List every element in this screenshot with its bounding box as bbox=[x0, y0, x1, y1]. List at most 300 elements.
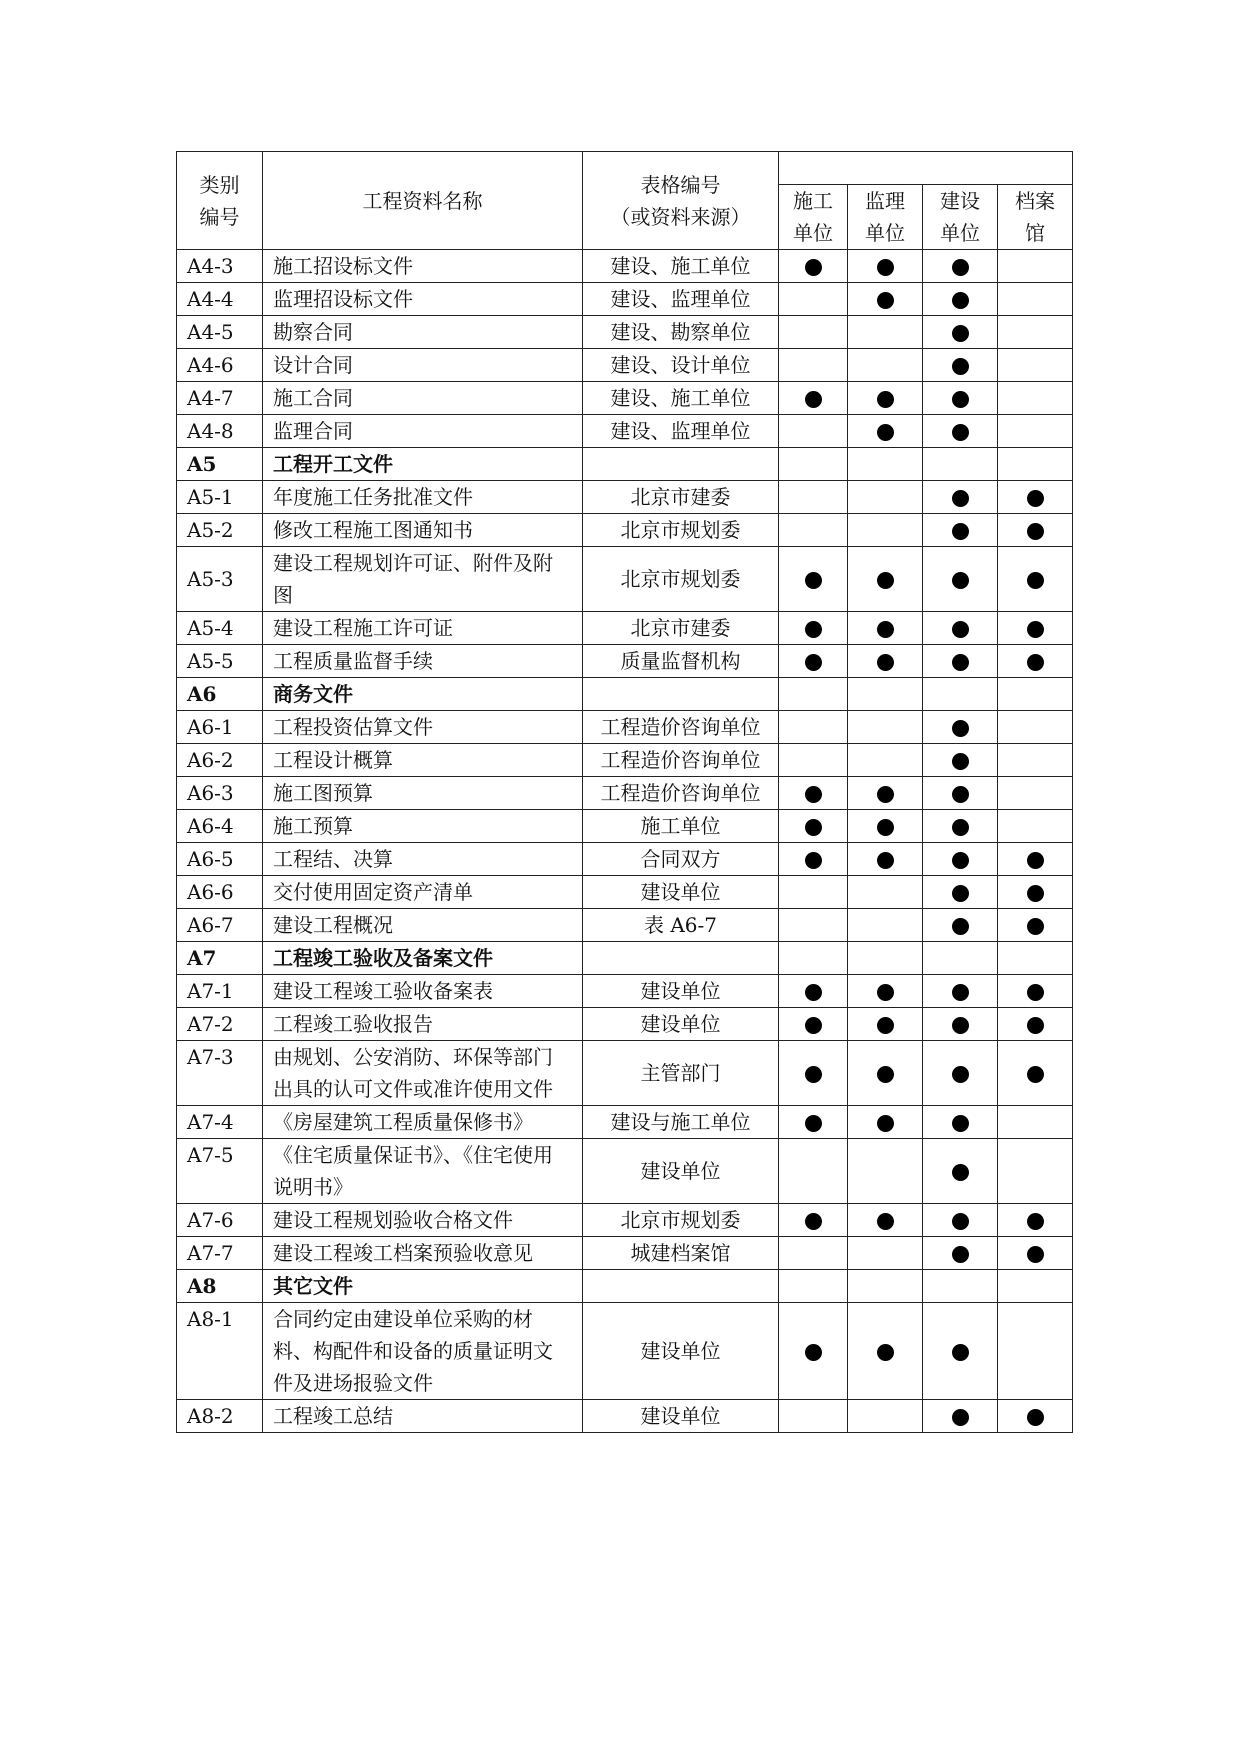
mark-archive bbox=[998, 645, 1073, 678]
mark-supervision bbox=[848, 514, 923, 547]
empty-cell bbox=[848, 1270, 923, 1303]
table-row bbox=[177, 547, 1073, 612]
filled-dot-icon bbox=[952, 490, 969, 507]
mark-archive bbox=[998, 909, 1073, 942]
mark-archive bbox=[998, 316, 1073, 349]
mark-owner bbox=[923, 777, 998, 810]
filled-dot-icon bbox=[877, 1344, 894, 1361]
table-row bbox=[177, 1204, 1073, 1237]
mark-owner bbox=[923, 415, 998, 448]
empty-cell bbox=[779, 1270, 848, 1303]
table-body bbox=[177, 152, 1073, 1433]
mark-supervision bbox=[848, 349, 923, 382]
empty-cell bbox=[583, 942, 779, 975]
mark-supervision bbox=[848, 975, 923, 1008]
table-row bbox=[177, 283, 1073, 316]
filled-dot-icon bbox=[877, 852, 894, 869]
row-source: 建设单位 bbox=[583, 876, 779, 909]
filled-dot-icon bbox=[952, 1344, 969, 1361]
row-code: A7-7 bbox=[177, 1237, 263, 1270]
section-title: 工程竣工验收及备案文件 bbox=[263, 942, 583, 975]
row-code: A4-4 bbox=[177, 283, 263, 316]
empty-cell bbox=[998, 942, 1073, 975]
table-row bbox=[177, 316, 1073, 349]
mark-owner bbox=[923, 547, 998, 612]
row-name: 施工合同 bbox=[263, 382, 583, 415]
filled-dot-icon bbox=[1027, 1066, 1044, 1083]
mark-owner bbox=[923, 1204, 998, 1237]
mark-owner bbox=[923, 316, 998, 349]
section-code: A5 bbox=[177, 448, 263, 481]
row-code: A6-1 bbox=[177, 711, 263, 744]
filled-dot-icon bbox=[1027, 885, 1044, 902]
row-source: 质量监督机构 bbox=[583, 645, 779, 678]
header-row-top bbox=[177, 152, 1073, 185]
mark-archive bbox=[998, 777, 1073, 810]
filled-dot-icon bbox=[805, 572, 822, 589]
row-name: 《住宅质量保证书》、《住宅使用说明书》 bbox=[263, 1139, 583, 1204]
section-row bbox=[177, 942, 1073, 975]
filled-dot-icon bbox=[952, 1017, 969, 1034]
mark-construction bbox=[779, 909, 848, 942]
row-name: 合同约定由建设单位采购的材料、构配件和设备的质量证明文件及进场报验文件 bbox=[263, 1303, 583, 1400]
mark-owner bbox=[923, 843, 998, 876]
mark-construction bbox=[779, 810, 848, 843]
filled-dot-icon bbox=[877, 1213, 894, 1230]
filled-dot-icon bbox=[1027, 523, 1044, 540]
filled-dot-icon bbox=[952, 1213, 969, 1230]
mark-supervision bbox=[848, 481, 923, 514]
row-name: 建设工程规划许可证、附件及附图 bbox=[263, 547, 583, 612]
filled-dot-icon bbox=[1027, 1213, 1044, 1230]
row-code: A4-5 bbox=[177, 316, 263, 349]
filled-dot-icon bbox=[877, 391, 894, 408]
mark-owner bbox=[923, 382, 998, 415]
mark-supervision bbox=[848, 1106, 923, 1139]
filled-dot-icon bbox=[805, 259, 822, 276]
filled-dot-icon bbox=[952, 984, 969, 1001]
filled-dot-icon bbox=[952, 292, 969, 309]
row-code: A6-5 bbox=[177, 843, 263, 876]
mark-archive bbox=[998, 250, 1073, 283]
table-row bbox=[177, 1139, 1073, 1204]
empty-cell bbox=[583, 448, 779, 481]
mark-construction bbox=[779, 645, 848, 678]
filled-dot-icon bbox=[952, 753, 969, 770]
mark-supervision bbox=[848, 1008, 923, 1041]
mark-supervision bbox=[848, 876, 923, 909]
section-title: 工程开工文件 bbox=[263, 448, 583, 481]
mark-construction bbox=[779, 1303, 848, 1400]
mark-archive bbox=[998, 1204, 1073, 1237]
row-source: 建设、监理单位 bbox=[583, 283, 779, 316]
mark-construction bbox=[779, 975, 848, 1008]
filled-dot-icon bbox=[805, 1017, 822, 1034]
mark-supervision bbox=[848, 1237, 923, 1270]
mark-construction bbox=[779, 1204, 848, 1237]
mark-supervision bbox=[848, 1139, 923, 1204]
filled-dot-icon bbox=[1027, 572, 1044, 589]
filled-dot-icon bbox=[952, 259, 969, 276]
mark-archive bbox=[998, 547, 1073, 612]
empty-cell bbox=[779, 678, 848, 711]
section-code: A7 bbox=[177, 942, 263, 975]
table-row bbox=[177, 1008, 1073, 1041]
mark-construction bbox=[779, 1237, 848, 1270]
mark-construction bbox=[779, 547, 848, 612]
mark-archive bbox=[998, 1237, 1073, 1270]
filled-dot-icon bbox=[1027, 1017, 1044, 1034]
row-source: 建设、勘察单位 bbox=[583, 316, 779, 349]
mark-owner bbox=[923, 250, 998, 283]
mark-owner bbox=[923, 1041, 998, 1106]
mark-construction bbox=[779, 349, 848, 382]
row-code: A7-6 bbox=[177, 1204, 263, 1237]
mark-owner bbox=[923, 711, 998, 744]
table-row bbox=[177, 777, 1073, 810]
mark-archive bbox=[998, 810, 1073, 843]
row-source: 北京市建委 bbox=[583, 612, 779, 645]
filled-dot-icon bbox=[952, 786, 969, 803]
table-row bbox=[177, 415, 1073, 448]
mark-owner bbox=[923, 1008, 998, 1041]
section-title: 商务文件 bbox=[263, 678, 583, 711]
row-name: 监理招设标文件 bbox=[263, 283, 583, 316]
filled-dot-icon bbox=[952, 852, 969, 869]
mark-supervision bbox=[848, 1303, 923, 1400]
filled-dot-icon bbox=[877, 819, 894, 836]
row-name: 建设工程竣工验收备案表 bbox=[263, 975, 583, 1008]
filled-dot-icon bbox=[805, 984, 822, 1001]
row-name: 由规划、公安消防、环保等部门出具的认可文件或准许使用文件 bbox=[263, 1041, 583, 1106]
mark-construction bbox=[779, 1008, 848, 1041]
mark-archive bbox=[998, 843, 1073, 876]
filled-dot-icon bbox=[805, 1115, 822, 1132]
row-name: 工程投资估算文件 bbox=[263, 711, 583, 744]
filled-dot-icon bbox=[877, 1115, 894, 1132]
table-row bbox=[177, 1400, 1073, 1433]
mark-construction bbox=[779, 777, 848, 810]
table-row bbox=[177, 810, 1073, 843]
table-row bbox=[177, 612, 1073, 645]
filled-dot-icon bbox=[877, 572, 894, 589]
row-code: A5-2 bbox=[177, 514, 263, 547]
mark-supervision bbox=[848, 645, 923, 678]
row-name: 工程设计概算 bbox=[263, 744, 583, 777]
row-name: 设计合同 bbox=[263, 349, 583, 382]
table-row bbox=[177, 1041, 1073, 1106]
row-code: A5-3 bbox=[177, 547, 263, 612]
mark-construction bbox=[779, 1139, 848, 1204]
filled-dot-icon bbox=[952, 1246, 969, 1263]
filled-dot-icon bbox=[1027, 852, 1044, 869]
filled-dot-icon bbox=[877, 621, 894, 638]
row-source: 工程造价咨询单位 bbox=[583, 777, 779, 810]
header-form-no: 表格编号 （或资料来源） bbox=[583, 152, 779, 250]
mark-supervision bbox=[848, 843, 923, 876]
mark-supervision bbox=[848, 810, 923, 843]
mark-supervision bbox=[848, 415, 923, 448]
row-name: 工程质量监督手续 bbox=[263, 645, 583, 678]
mark-construction bbox=[779, 382, 848, 415]
row-name: 修改工程施工图通知书 bbox=[263, 514, 583, 547]
table-row bbox=[177, 876, 1073, 909]
mark-owner bbox=[923, 975, 998, 1008]
mark-owner bbox=[923, 1139, 998, 1204]
mark-supervision bbox=[848, 711, 923, 744]
table-row bbox=[177, 909, 1073, 942]
filled-dot-icon bbox=[952, 572, 969, 589]
table-row bbox=[177, 645, 1073, 678]
mark-construction bbox=[779, 612, 848, 645]
row-source: 建设、设计单位 bbox=[583, 349, 779, 382]
table-row bbox=[177, 975, 1073, 1008]
row-name: 建设工程概况 bbox=[263, 909, 583, 942]
mark-archive bbox=[998, 1041, 1073, 1106]
mark-owner bbox=[923, 1400, 998, 1433]
row-source: 表 A6-7 bbox=[583, 909, 779, 942]
table-row bbox=[177, 843, 1073, 876]
table-row bbox=[177, 250, 1073, 283]
empty-cell bbox=[848, 942, 923, 975]
table-row bbox=[177, 711, 1073, 744]
mark-archive bbox=[998, 1400, 1073, 1433]
filled-dot-icon bbox=[805, 819, 822, 836]
row-code: A7-1 bbox=[177, 975, 263, 1008]
filled-dot-icon bbox=[805, 654, 822, 671]
row-code: A4-3 bbox=[177, 250, 263, 283]
filled-dot-icon bbox=[952, 391, 969, 408]
empty-cell bbox=[923, 942, 998, 975]
row-code: A6-2 bbox=[177, 744, 263, 777]
row-code: A4-7 bbox=[177, 382, 263, 415]
mark-archive bbox=[998, 382, 1073, 415]
header-unit-owner: 建设 单位 bbox=[923, 185, 998, 250]
filled-dot-icon bbox=[952, 885, 969, 902]
mark-construction bbox=[779, 711, 848, 744]
row-name: 建设工程竣工档案预验收意见 bbox=[263, 1237, 583, 1270]
row-source: 城建档案馆 bbox=[583, 1237, 779, 1270]
row-source: 主管部门 bbox=[583, 1041, 779, 1106]
row-source: 工程造价咨询单位 bbox=[583, 744, 779, 777]
mark-owner bbox=[923, 1303, 998, 1400]
filled-dot-icon bbox=[805, 391, 822, 408]
mark-archive bbox=[998, 481, 1073, 514]
filled-dot-icon bbox=[877, 259, 894, 276]
row-name: 交付使用固定资产清单 bbox=[263, 876, 583, 909]
mark-supervision bbox=[848, 316, 923, 349]
mark-owner bbox=[923, 612, 998, 645]
row-code: A5-5 bbox=[177, 645, 263, 678]
filled-dot-icon bbox=[805, 621, 822, 638]
row-code: A6-7 bbox=[177, 909, 263, 942]
row-source: 北京市规划委 bbox=[583, 1204, 779, 1237]
mark-archive bbox=[998, 975, 1073, 1008]
empty-cell bbox=[779, 448, 848, 481]
filled-dot-icon bbox=[805, 786, 822, 803]
empty-cell bbox=[583, 678, 779, 711]
mark-archive bbox=[998, 711, 1073, 744]
row-name: 施工预算 bbox=[263, 810, 583, 843]
section-row bbox=[177, 1270, 1073, 1303]
table-row bbox=[177, 514, 1073, 547]
filled-dot-icon bbox=[952, 654, 969, 671]
filled-dot-icon bbox=[952, 523, 969, 540]
filled-dot-icon bbox=[1027, 918, 1044, 935]
filled-dot-icon bbox=[877, 654, 894, 671]
mark-owner bbox=[923, 810, 998, 843]
mark-supervision bbox=[848, 547, 923, 612]
table-row bbox=[177, 1237, 1073, 1270]
filled-dot-icon bbox=[952, 358, 969, 375]
empty-cell bbox=[848, 448, 923, 481]
row-source: 施工单位 bbox=[583, 810, 779, 843]
table-row bbox=[177, 1106, 1073, 1139]
mark-supervision bbox=[848, 744, 923, 777]
row-code: A6-6 bbox=[177, 876, 263, 909]
mark-supervision bbox=[848, 1400, 923, 1433]
header-unit-archive: 档案 馆 bbox=[998, 185, 1073, 250]
mark-owner bbox=[923, 909, 998, 942]
row-source: 建设、施工单位 bbox=[583, 250, 779, 283]
filled-dot-icon bbox=[952, 1115, 969, 1132]
mark-archive bbox=[998, 612, 1073, 645]
mark-owner bbox=[923, 1106, 998, 1139]
row-name: 施工图预算 bbox=[263, 777, 583, 810]
mark-archive bbox=[998, 283, 1073, 316]
row-code: A5-1 bbox=[177, 481, 263, 514]
mark-archive bbox=[998, 1008, 1073, 1041]
filled-dot-icon bbox=[952, 918, 969, 935]
mark-archive bbox=[998, 349, 1073, 382]
header-name: 工程资料名称 bbox=[263, 152, 583, 250]
filled-dot-icon bbox=[1027, 984, 1044, 1001]
filled-dot-icon bbox=[1027, 654, 1044, 671]
filled-dot-icon bbox=[952, 1066, 969, 1083]
row-source: 建设与施工单位 bbox=[583, 1106, 779, 1139]
mark-construction bbox=[779, 283, 848, 316]
empty-cell bbox=[779, 942, 848, 975]
mark-construction bbox=[779, 514, 848, 547]
section-row bbox=[177, 448, 1073, 481]
row-code: A6-4 bbox=[177, 810, 263, 843]
section-code: A8 bbox=[177, 1270, 263, 1303]
header-unit-supervision: 监理 单位 bbox=[848, 185, 923, 250]
header-units-group bbox=[779, 152, 1073, 185]
row-code: A7-3 bbox=[177, 1041, 263, 1106]
mark-owner bbox=[923, 645, 998, 678]
row-name: 工程竣工验收报告 bbox=[263, 1008, 583, 1041]
mark-supervision bbox=[848, 1204, 923, 1237]
filled-dot-icon bbox=[952, 1409, 969, 1426]
filled-dot-icon bbox=[805, 1213, 822, 1230]
row-name: 工程结、决算 bbox=[263, 843, 583, 876]
mark-supervision bbox=[848, 777, 923, 810]
mark-archive bbox=[998, 876, 1073, 909]
mark-construction bbox=[779, 1041, 848, 1106]
row-source: 建设单位 bbox=[583, 1008, 779, 1041]
filled-dot-icon bbox=[877, 424, 894, 441]
row-code: A7-2 bbox=[177, 1008, 263, 1041]
row-name: 监理合同 bbox=[263, 415, 583, 448]
empty-cell bbox=[923, 1270, 998, 1303]
mark-construction bbox=[779, 1106, 848, 1139]
filled-dot-icon bbox=[1027, 1409, 1044, 1426]
mark-owner bbox=[923, 349, 998, 382]
mark-construction bbox=[779, 316, 848, 349]
empty-cell bbox=[998, 678, 1073, 711]
filled-dot-icon bbox=[952, 325, 969, 342]
empty-cell bbox=[923, 678, 998, 711]
table-row bbox=[177, 1303, 1073, 1400]
table-row bbox=[177, 349, 1073, 382]
row-name: 施工招设标文件 bbox=[263, 250, 583, 283]
row-source: 建设单位 bbox=[583, 975, 779, 1008]
row-name: 《房屋建筑工程质量保修书》 bbox=[263, 1106, 583, 1139]
filled-dot-icon bbox=[952, 424, 969, 441]
empty-cell bbox=[923, 448, 998, 481]
mark-construction bbox=[779, 481, 848, 514]
empty-cell bbox=[998, 448, 1073, 481]
filled-dot-icon bbox=[805, 1066, 822, 1083]
row-source: 合同双方 bbox=[583, 843, 779, 876]
row-source: 建设、监理单位 bbox=[583, 415, 779, 448]
header-category-no: 类别 编号 bbox=[177, 152, 263, 250]
section-title: 其它文件 bbox=[263, 1270, 583, 1303]
filled-dot-icon bbox=[877, 786, 894, 803]
filled-dot-icon bbox=[877, 984, 894, 1001]
row-code: A6-3 bbox=[177, 777, 263, 810]
filled-dot-icon bbox=[1027, 1246, 1044, 1263]
row-code: A8-2 bbox=[177, 1400, 263, 1433]
section-row bbox=[177, 678, 1073, 711]
mark-supervision bbox=[848, 250, 923, 283]
row-source: 工程造价咨询单位 bbox=[583, 711, 779, 744]
filled-dot-icon bbox=[952, 819, 969, 836]
row-code: A8-1 bbox=[177, 1303, 263, 1400]
row-source: 北京市规划委 bbox=[583, 514, 779, 547]
row-name: 勘察合同 bbox=[263, 316, 583, 349]
table-row bbox=[177, 481, 1073, 514]
row-code: A7-4 bbox=[177, 1106, 263, 1139]
empty-cell bbox=[998, 1270, 1073, 1303]
filled-dot-icon bbox=[952, 1164, 969, 1181]
row-source: 建设单位 bbox=[583, 1139, 779, 1204]
row-source: 建设、施工单位 bbox=[583, 382, 779, 415]
row-name: 年度施工任务批准文件 bbox=[263, 481, 583, 514]
mark-supervision bbox=[848, 283, 923, 316]
mark-construction bbox=[779, 415, 848, 448]
mark-supervision bbox=[848, 1041, 923, 1106]
filled-dot-icon bbox=[877, 1017, 894, 1034]
mark-construction bbox=[779, 843, 848, 876]
filled-dot-icon bbox=[805, 852, 822, 869]
mark-construction bbox=[779, 876, 848, 909]
table-row bbox=[177, 382, 1073, 415]
mark-owner bbox=[923, 1237, 998, 1270]
filled-dot-icon bbox=[877, 1066, 894, 1083]
section-code: A6 bbox=[177, 678, 263, 711]
row-code: A4-8 bbox=[177, 415, 263, 448]
mark-supervision bbox=[848, 382, 923, 415]
row-name: 建设工程施工许可证 bbox=[263, 612, 583, 645]
row-source: 北京市建委 bbox=[583, 481, 779, 514]
filled-dot-icon bbox=[952, 720, 969, 737]
filled-dot-icon bbox=[952, 621, 969, 638]
table-row bbox=[177, 744, 1073, 777]
mark-archive bbox=[998, 1106, 1073, 1139]
filled-dot-icon bbox=[1027, 621, 1044, 638]
